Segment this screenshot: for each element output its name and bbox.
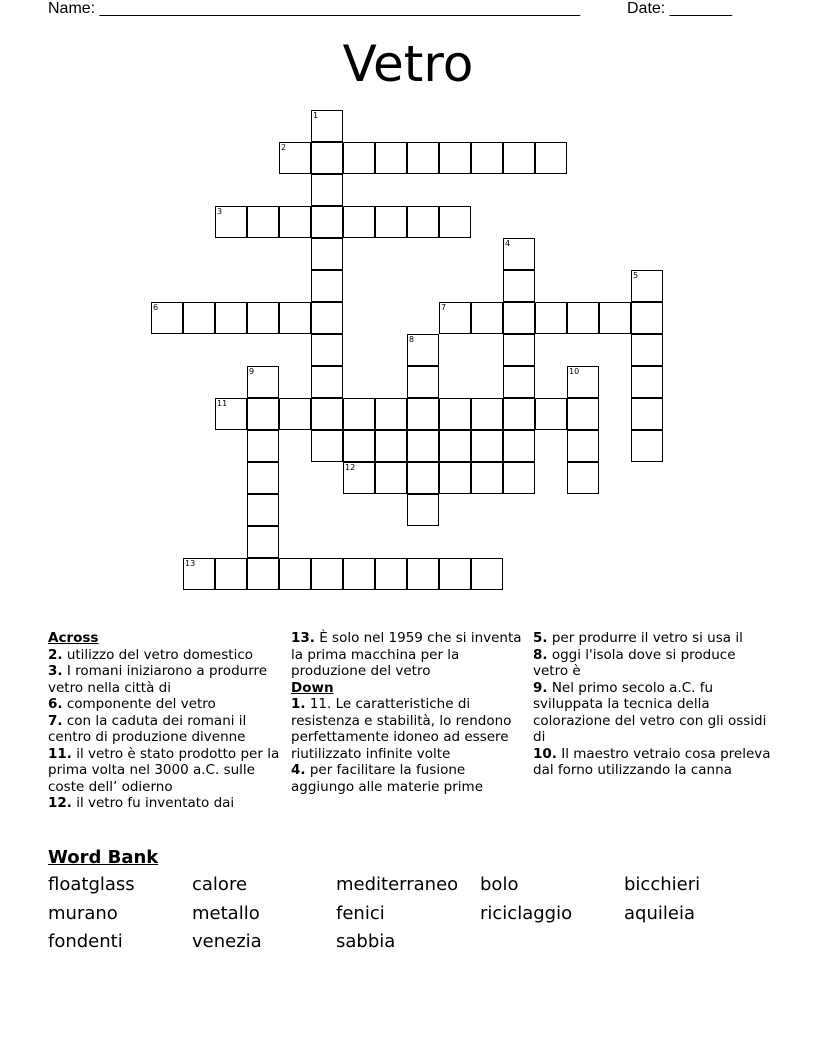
grid-cell[interactable]: [343, 430, 375, 462]
grid-cell[interactable]: [567, 462, 599, 494]
across-heading: Across: [48, 630, 99, 646]
grid-cell[interactable]: [535, 398, 567, 430]
grid-cell[interactable]: [439, 558, 471, 590]
grid-cell[interactable]: [279, 206, 311, 238]
grid-cell[interactable]: [503, 334, 535, 366]
grid-cell[interactable]: [311, 398, 343, 430]
word-bank-item: fondenti: [48, 931, 123, 952]
grid-cell[interactable]: [439, 430, 471, 462]
cell-number: 11: [217, 399, 228, 408]
word-bank-item: murano: [48, 902, 118, 924]
clue-across-11: 11. il vetro è stato prodotto per la prima volta nel 3000 a.C. sulle coste dell’ odierno: [48, 745, 280, 795]
grid-cell[interactable]: [567, 366, 599, 398]
clue-across-2: 2. utilizzo del vetro domestico: [48, 646, 254, 663]
cell-number: 7: [441, 303, 447, 312]
grid-cell[interactable]: [631, 366, 663, 398]
grid-cell[interactable]: [503, 462, 535, 494]
grid-cell[interactable]: [279, 142, 311, 174]
grid-cell[interactable]: [279, 558, 311, 590]
word-bank-item: bicchieri: [624, 874, 701, 895]
grid-cell[interactable]: [375, 142, 407, 174]
grid-cell[interactable]: [407, 558, 439, 590]
grid-cell[interactable]: [247, 526, 279, 558]
clue-down-8: 8. oggi l'isola dove si produce vetro è: [533, 646, 736, 679]
grid-cell[interactable]: [311, 142, 343, 174]
grid-cell[interactable]: [567, 430, 599, 462]
clue-across-6: 6. componente del vetro: [48, 696, 216, 712]
grid-cell[interactable]: [439, 206, 471, 238]
grid-cell[interactable]: [311, 430, 343, 462]
grid-cell[interactable]: [567, 302, 599, 334]
word-bank-item: metallo: [192, 902, 260, 924]
grid-cell[interactable]: [247, 398, 279, 430]
clue-down-4: 4. per facilitare la fusione aggiungo alle materie prime: [291, 762, 484, 795]
cell-number: 10: [569, 367, 580, 376]
name-field: Name: ______________________________________________________: [48, 0, 581, 17]
clue-down-1: 1. 11. Le caratteristiche di resistenza e stabilità, lo rendono perfettamente idoneo ad essere riutilizzato infinite volte: [291, 696, 512, 762]
cell-number: 3: [217, 207, 223, 216]
grid-cell[interactable]: [311, 366, 343, 398]
grid-cell[interactable]: [631, 334, 663, 366]
grid-cell[interactable]: [407, 430, 439, 462]
cell-number: 8: [409, 335, 415, 344]
grid-cell[interactable]: [471, 430, 503, 462]
grid-cell[interactable]: [503, 302, 535, 334]
word-bank-item: sabbia: [336, 931, 396, 952]
clue-across-12: 12. il vetro fu inventato dai: [48, 795, 235, 811]
word-bank-title: Word Bank: [48, 847, 159, 868]
word-bank-item: fenici: [336, 902, 385, 924]
grid-cell[interactable]: [247, 206, 279, 238]
grid-cell[interactable]: [215, 206, 247, 238]
grid-cell[interactable]: [535, 302, 567, 334]
grid-cell[interactable]: [311, 334, 343, 366]
grid-cell[interactable]: [247, 462, 279, 494]
grid-cell[interactable]: [375, 558, 407, 590]
grid-cell[interactable]: [503, 238, 535, 270]
cell-number: 12: [345, 463, 356, 472]
clues-column-2: [291, 630, 527, 795]
grid-cell[interactable]: [439, 462, 471, 494]
grid-cell[interactable]: [407, 142, 439, 174]
grid-cell[interactable]: [311, 558, 343, 590]
clues-column-3: [533, 630, 773, 779]
grid-cell[interactable]: [215, 302, 247, 334]
grid-cell[interactable]: [439, 142, 471, 174]
clue-down-10: 10. Il maestro vetraio cosa preleva dal forno utilizzando la canna: [533, 745, 771, 778]
grid-cell[interactable]: [471, 462, 503, 494]
grid-cell[interactable]: [183, 302, 215, 334]
word-bank-item: aquileia: [624, 902, 695, 924]
grid-cell[interactable]: [279, 398, 311, 430]
grid-cell[interactable]: [471, 142, 503, 174]
grid-cell[interactable]: [471, 302, 503, 334]
grid-cell[interactable]: [407, 462, 439, 494]
clue-down-9: 9. Nel primo secolo a.C. fu sviluppata la tecnica della colorazione del vetro con gli ossidi di: [533, 679, 767, 745]
cell-number: 4: [505, 239, 511, 248]
grid-cell[interactable]: [311, 270, 343, 302]
grid-cell[interactable]: [279, 302, 311, 334]
grid-cell[interactable]: [343, 206, 375, 238]
grid-cell[interactable]: [343, 558, 375, 590]
grid-cell[interactable]: [631, 302, 663, 334]
grid-cell[interactable]: [503, 142, 535, 174]
cell-number: 6: [153, 303, 159, 312]
grid-cell[interactable]: [471, 398, 503, 430]
grid-cell[interactable]: [631, 430, 663, 462]
grid-cell[interactable]: [631, 398, 663, 430]
clue-across-3: 3. I romani iniziarono a produrre vetro nella città di: [48, 663, 268, 696]
grid-cell[interactable]: [375, 430, 407, 462]
grid-cell[interactable]: [343, 398, 375, 430]
word-bank-item: floatglass: [48, 874, 135, 895]
grid-cell[interactable]: [343, 142, 375, 174]
cell-number: 13: [185, 559, 196, 568]
grid-cell[interactable]: [599, 302, 631, 334]
grid-cell[interactable]: [407, 398, 439, 430]
word-bank-item: mediterraneo: [336, 874, 459, 895]
grid-cell[interactable]: [247, 558, 279, 590]
grid-cell[interactable]: [375, 206, 407, 238]
grid-cell[interactable]: [247, 430, 279, 462]
word-bank: [48, 875, 768, 953]
clue-across-13: 13. È solo nel 1959 che si inventa la prima macchina per la produzione del vetro: [291, 630, 522, 679]
grid-cell[interactable]: [247, 494, 279, 526]
grid-cell[interactable]: [247, 366, 279, 398]
grid-cell[interactable]: [311, 174, 343, 206]
grid-cell[interactable]: [503, 398, 535, 430]
grid-cell[interactable]: [535, 142, 567, 174]
grid-cell[interactable]: [407, 206, 439, 238]
grid-cell[interactable]: [311, 302, 343, 334]
clue-down-5: 5. per produrre il vetro si usa il: [533, 630, 743, 646]
grid-cell[interactable]: [151, 302, 183, 334]
grid-cell[interactable]: [343, 462, 375, 494]
grid-cell[interactable]: [375, 462, 407, 494]
clues-column-1: [48, 630, 284, 812]
grid-cell[interactable]: [311, 206, 343, 238]
down-heading: Down: [291, 679, 334, 696]
grid-cell[interactable]: [439, 302, 471, 334]
grid-cell[interactable]: [247, 302, 279, 334]
grid-cell[interactable]: [407, 494, 439, 526]
grid-cell[interactable]: [407, 366, 439, 398]
cell-number: 5: [633, 271, 639, 280]
word-bank-item: venezia: [192, 931, 262, 952]
grid-cell[interactable]: [407, 334, 439, 366]
word-bank-item: calore: [192, 874, 248, 895]
grid-cell[interactable]: [311, 238, 343, 270]
grid-cell[interactable]: [631, 270, 663, 302]
grid-cell[interactable]: [375, 398, 407, 430]
clue-across-7: 7. con la caduta dei romani il centro di produzione divenne: [48, 712, 247, 745]
grid-cell[interactable]: [183, 558, 215, 590]
grid-cell[interactable]: [567, 398, 599, 430]
page-title: Vetro: [342, 35, 474, 93]
grid-cell[interactable]: [439, 398, 471, 430]
word-bank-item: bolo: [480, 874, 519, 895]
grid-cell[interactable]: [215, 558, 247, 590]
date-field: Date: _______: [627, 0, 732, 17]
grid-cell[interactable]: [311, 110, 343, 142]
word-bank-item: riciclaggio: [480, 902, 573, 924]
cell-number: 9: [249, 367, 255, 376]
cell-number: 2: [281, 143, 287, 152]
grid-cell[interactable]: [503, 270, 535, 302]
grid-cell[interactable]: [471, 558, 503, 590]
grid-cell[interactable]: [503, 366, 535, 398]
cell-number: 1: [313, 111, 319, 120]
grid-cell[interactable]: [503, 430, 535, 462]
grid-cell[interactable]: [215, 398, 247, 430]
